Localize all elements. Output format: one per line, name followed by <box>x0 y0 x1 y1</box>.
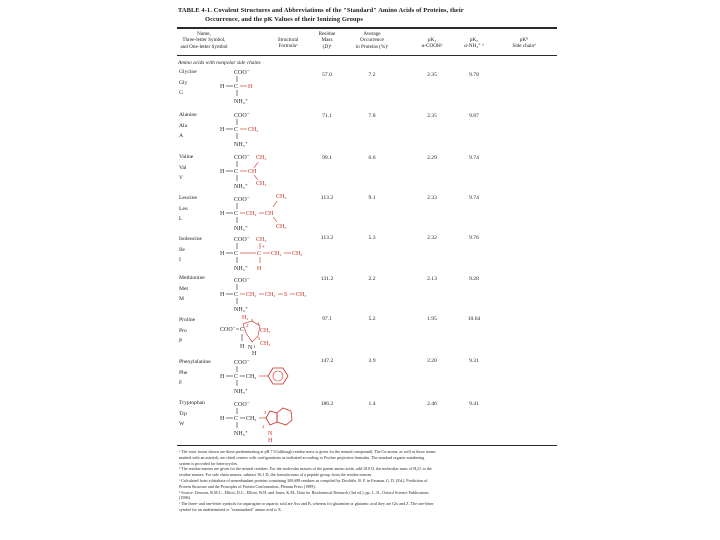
svg-text:COO⁻: COO⁻ <box>234 155 250 161</box>
svg-text:H: H <box>220 211 225 217</box>
svg-text:CH: CH <box>248 169 257 175</box>
svg-text:C: C <box>234 169 239 175</box>
header-rule <box>177 55 557 56</box>
svg-text:CH₃: CH₃ <box>276 194 287 200</box>
svg-text:C: C <box>240 327 245 333</box>
svg-text:COO⁻: COO⁻ <box>234 360 250 366</box>
footnote-rule <box>177 445 557 446</box>
svg-text:CH₃: CH₃ <box>256 181 267 187</box>
svg-text:H: H <box>220 84 225 90</box>
header-pk2: pK₂ α-NH₃⁺ ᵈ <box>464 37 484 50</box>
row-valine-name: Valine Val V <box>179 154 194 181</box>
svg-text:H: H <box>248 84 253 90</box>
svg-text:N: N <box>248 345 253 351</box>
svg-text:NH₃⁺: NH₃⁺ <box>234 184 248 190</box>
svg-text:COO⁻: COO⁻ <box>234 113 250 119</box>
header-occurrence: Average Occurrence in Proteins (%)ᶜ <box>355 31 389 50</box>
row-glycine-name: Glycine Gly G <box>179 69 197 96</box>
svg-text:*: * <box>262 246 265 251</box>
svg-text:3: 3 <box>264 410 267 415</box>
svg-text:CH₃: CH₃ <box>276 224 287 230</box>
header-structure: Structural Formulaᵃ <box>277 37 299 50</box>
svg-text:NH₃⁺: NH₃⁺ <box>234 307 248 313</box>
svg-text:H: H <box>257 266 262 272</box>
svg-text:H: H <box>220 416 225 422</box>
svg-text:CH₂: CH₂ <box>260 341 271 347</box>
svg-text:1: 1 <box>253 344 256 349</box>
svg-text:COO⁻: COO⁻ <box>234 278 250 284</box>
svg-text:CH₂: CH₂ <box>260 328 271 334</box>
svg-text:CH₂: CH₂ <box>246 292 257 298</box>
top-rule <box>177 27 557 29</box>
proline-formula <box>216 312 326 356</box>
svg-text:H: H <box>220 374 225 380</box>
row-methionine-name: Methionine Met M <box>179 275 205 302</box>
svg-text:COO⁻: COO⁻ <box>234 70 250 76</box>
row-isoleucine-name: Isoleucine Ile I <box>179 236 202 263</box>
svg-text:CH₂: CH₂ <box>246 374 257 380</box>
svg-text:CH₂: CH₂ <box>271 251 282 257</box>
svg-text:C: C <box>234 374 239 380</box>
svg-text:4: 4 <box>257 321 260 326</box>
svg-text:H: H <box>252 351 257 356</box>
svg-text:H₂: H₂ <box>242 315 249 321</box>
svg-text:H: H <box>240 344 245 350</box>
svg-text:H: H <box>220 251 225 257</box>
svg-text:COO⁻: COO⁻ <box>220 327 236 333</box>
row-proline-name: Proline Pro P <box>179 317 196 344</box>
row-leucine-name: Leucine Leu L <box>179 195 198 222</box>
row-tryptophan-name: Tryptophan Trp W <box>179 400 205 427</box>
textbook-table-page: TABLE 4-1. Covalent Structures and Abbreviations of the "Standard" Amino Acids of Proteins, their Occurrence, and the pK Values of their Ionizing Groups Name, Three-letter Symbol, and One-letter Symbol Structural Formulaᵃ Residue Mass (D)ᵇ Average Occurrence in Proteins (%)ᶜ pK₁ α-COOHᵈ pK₂ α-NH₃⁺ ᵈ pKᴿ Side chainᵈ Amino acids with nonpolar side chains Glycine Gly G Alanine Ala A Valine Val V Leucine Leu L Isoleucine Ile I Methionine Met M Proline Pro P Phenylalanine Phe F Tryptophan Trp W 57.0 7.2 2.35 9.78 71.1 7.8 2.35 9.87 99.1 6.6 2.29 9.74 113.2 9.1 2.33 9.74 113.2 5.3 2.32 9.76 131.2 2.2 2.13 9.28 97.1 5.2 1.95 10.64 147.2 3.9 2.20 9.31 186.2 1.4 2.46 9.41 COO⁻ H C H NH₃⁺ COO⁻ H C CH₃ NH₃⁺ COO⁻ CH₃ H C CH CH₃ NH₃⁺ COO⁻ CH₃ H C CH₂ CH CH₃ NH₃⁺ COO⁻ CH₃ H C C * CH₂ CH₃ NH₃⁺ H COO⁻ H C CH₂ CH₂ S CH₃ NH₃⁺ H₂ 3 CH₂ 4 COO⁻ C 2 CH₂ 5 N 1 H H COO⁻ H C CH₂ NH₃⁺ COO⁻ H C CH₂ N H 2 3 NH₃⁺ ᵃ The ionic forms shown are those predominating at pH 7.0 (although residue mass is given for the neutral compound). The Cα atoms, as well as those atoms marked with an asterisk, are chiral centers with configurations as indicated according to Fischer projection formulas. The standard organic numbering system is provided for heterocycles. ᵇ The residue masses are given for the neutral residues. For the molecular masses of the parent amino acids, add 18.0 D, the molecular mass of H₂O, to the residue masses. For side chain masses, subtract 56.1 D, the formula mass of a peptide group, from the residue masses. ᶜ Calculated from a database of nonredundant proteins containing 300,688 residues as compiled by Doolittle, R. F. in Fasman, G. D. (Ed.), Prediction of Protein Structure and the Principles of Protein Conformation, Plenum Press (1989). ᵈ Source: Dawson, R.M.C., Elliott, D.C., Elliott, W.H. and Jones, K.M., Data for Biochemical Research (3rd ed.), pp. 1–31, Oxford Science Publications (1986). ᵉ The three- and one-letter symbols for asparagine or aspartic acid are Asx and B, whereas for glutamine or glutamic acid they are Glx and Z. The one-letter symbol for an undetermined or "nonstandard" amino acid is X. <box>164 0 560 540</box>
svg-text:CH₂: CH₂ <box>246 416 257 422</box>
svg-text:CH₃: CH₃ <box>292 251 303 257</box>
svg-text:CH₃: CH₃ <box>256 155 267 161</box>
svg-text:C: C <box>234 292 239 298</box>
header-pk1: pK₁ α-COOHᵈ <box>421 37 443 50</box>
svg-text:COO⁻: COO⁻ <box>234 237 250 243</box>
svg-text:COO⁻: COO⁻ <box>234 197 250 203</box>
header-name: Name, Three-letter Symbol, and One-letter Symbol <box>180 31 228 50</box>
svg-text:H: H <box>220 127 225 133</box>
svg-text:CH₂: CH₂ <box>246 211 257 217</box>
svg-text:CH₃: CH₃ <box>248 127 259 133</box>
leucine-formula <box>216 190 326 232</box>
alanine-formula <box>216 110 306 150</box>
svg-text:CH: CH <box>265 211 274 217</box>
row-phenylalanine-name: Phenylalanine Phe F <box>179 359 211 386</box>
svg-text:C: C <box>234 251 239 257</box>
svg-text:2: 2 <box>246 323 249 328</box>
svg-text:CH₃: CH₃ <box>256 237 267 243</box>
valine-formula <box>216 150 316 190</box>
svg-text:COO⁻: COO⁻ <box>234 402 250 408</box>
svg-text:NH₃⁺: NH₃⁺ <box>234 266 248 272</box>
header-mass: Residue Mass (D)ᵇ <box>318 31 336 50</box>
svg-text:CH₂: CH₂ <box>265 292 276 298</box>
row-alanine-name: Alanine Ala A <box>179 112 197 139</box>
table-title: TABLE 4-1. Covalent Structures and Abbreviations of the "Standard" Amino Acids of Proteins, their Occurrence, and the pK Values of their Ionizing Groups <box>178 7 464 23</box>
svg-text:H: H <box>220 169 225 175</box>
svg-text:NH₃⁺: NH₃⁺ <box>234 142 248 148</box>
svg-text:2: 2 <box>262 424 265 429</box>
svg-text:CH₃: CH₃ <box>296 292 307 298</box>
glycine-formula <box>216 67 306 107</box>
svg-text:H: H <box>220 292 225 298</box>
svg-text:NH₃⁺: NH₃⁺ <box>234 389 248 395</box>
header-pkr: pKᴿ Side chainᵈ <box>512 37 536 50</box>
svg-text:NH₃⁺: NH₃⁺ <box>234 226 248 232</box>
svg-text:5: 5 <box>258 336 261 341</box>
svg-text:NH₃⁺: NH₃⁺ <box>234 99 248 105</box>
svg-text:C: C <box>234 416 239 422</box>
footnotes: ᵃ The ionic forms shown are those predominating at pH 7.0 (although residue mass is given for the neutral compound). The Cα atoms, as well as those atoms marked with an asterisk, are chiral centers with configurations as indicated according to Fischer projection formulas. The standard organic numbering system is provided for heterocycles. ᵇ The residue masses are given for the neutral residues. For the molecular masses of the parent amino acids, add 18.0 D, the molecular mass of H₂O, to the residue masses. For side chain masses, subtract 56.1 D, the formula mass of a peptide group, from the residue masses. ᶜ Calculated from a database of nonredundant proteins containing 300,688 residues as compiled by Doolittle, R. F. in Fasman, G. D. (Ed.), Prediction of Protein Structure and the Principles of Protein Conformation, Plenum Press (1989). ᵈ Source: Dawson, R.M.C., Elliott, D.C., Elliott, W.H. and Jones, K.M., Data for Biochemical Research (3rd ed.), pp. 1–31, Oxford Science Publications (1986). ᵉ The three- and one-letter symbols for asparagine or aspartic acid are Asx and B, whereas for glutamine or glutamic acid they are Glx and Z. The one-letter symbol for an undetermined or "nonstandard" amino acid is X. <box>179 449 436 512</box>
svg-text:NH₃⁺: NH₃⁺ <box>234 431 248 437</box>
methionine-formula <box>216 274 346 314</box>
isoleucine-formula <box>216 233 326 273</box>
svg-text:C: C <box>234 211 239 217</box>
svg-text:C: C <box>257 251 262 257</box>
svg-text:N: N <box>268 431 273 437</box>
section-label: Amino acids with nonpolar side chains <box>178 60 261 66</box>
svg-text:S: S <box>284 292 288 298</box>
tryptophan-formula <box>216 398 356 446</box>
svg-text:H: H <box>268 438 273 444</box>
svg-text:C: C <box>234 84 239 90</box>
phenylalanine-formula <box>216 356 336 396</box>
svg-text:C: C <box>234 127 239 133</box>
svg-text:3: 3 <box>251 318 254 323</box>
